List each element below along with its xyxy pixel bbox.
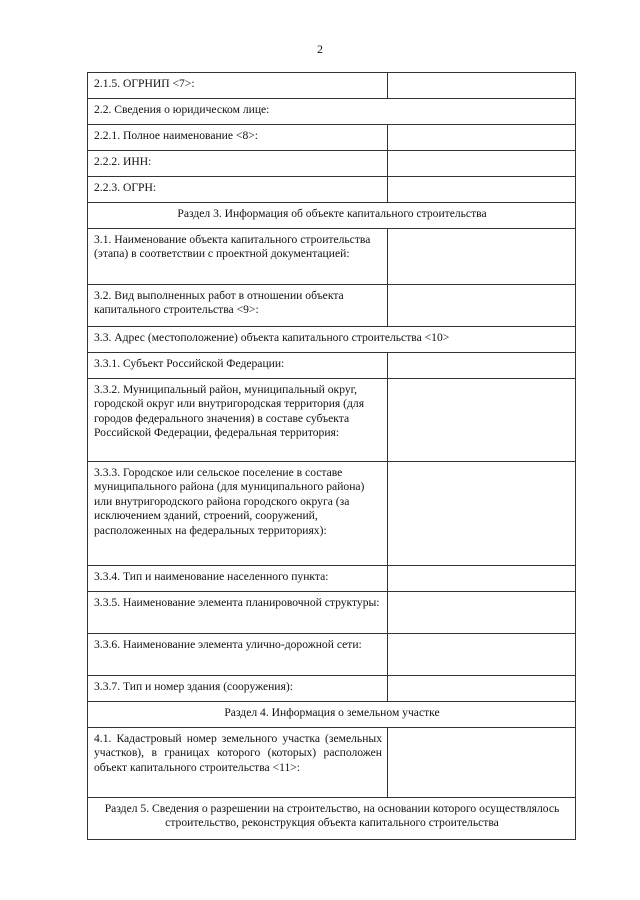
field-value-cell[interactable] [388, 125, 576, 151]
form-row [88, 379, 576, 462]
field-label: 3.3.6. Наименование элемента улично-дорожной сети: [88, 634, 388, 676]
section-title: Раздел 3. Информация об объекте капитального строительства [88, 203, 576, 229]
page-number: 2 [317, 42, 323, 56]
field-label: 2.1.5. ОГРНИП <7>: [88, 73, 388, 99]
field-label: 2.2.3. ОГРН: [88, 177, 388, 203]
field-value-cell[interactable] [388, 285, 576, 327]
form-row [88, 229, 576, 285]
field-value-cell[interactable] [388, 177, 576, 203]
form-row [88, 99, 576, 125]
form-row [88, 151, 576, 177]
field-label: 3.3.7. Тип и номер здания (сооружения): [88, 676, 388, 702]
field-value-cell[interactable] [388, 353, 576, 379]
form-row [88, 566, 576, 592]
field-value-cell[interactable] [388, 592, 576, 634]
field-value-cell[interactable] [388, 634, 576, 676]
form-row [88, 73, 576, 99]
section-header-row [88, 798, 576, 840]
field-label: 2.2.1. Полное наименование <8>: [88, 125, 388, 151]
form-row [88, 634, 576, 676]
section-title: Раздел 5. Сведения о разрешении на строительство, на основании которого осуществлялось строительство, реконструкция объекта капитального строительства [88, 798, 576, 840]
form-row [88, 676, 576, 702]
form-table [87, 72, 576, 840]
group-label: 3.3. Адрес (местоположение) объекта капитального строительства <10> [88, 327, 576, 353]
field-label: 3.3.1. Субъект Российской Федерации: [88, 353, 388, 379]
field-label: 3.1. Наименование объекта капитального строительства (этапа) в соответствии с проектной документацией: [88, 229, 388, 285]
field-label: 3.3.4. Тип и наименование населенного пункта: [88, 566, 388, 592]
field-label: 3.3.5. Наименование элемента планировочной структуры: [88, 592, 388, 634]
field-value-cell[interactable] [388, 229, 576, 285]
field-value-cell[interactable] [388, 676, 576, 702]
form-row [88, 177, 576, 203]
field-value-cell[interactable] [388, 566, 576, 592]
form-row [88, 353, 576, 379]
form-row [88, 728, 576, 798]
form-row [88, 327, 576, 353]
field-label: 4.1. Кадастровый номер земельного участка (земельных участков), в границах которого (которых) расположен объект капитального строительства <11>: [88, 728, 388, 798]
field-value-cell[interactable] [388, 151, 576, 177]
section-title: Раздел 4. Информация о земельном участке [88, 702, 576, 728]
field-value-cell[interactable] [388, 462, 576, 566]
field-label: 3.3.2. Муниципальный район, муниципальный округ, городской округ или внутригородская территория (для городов федерального значения) в составе субъекта Российской Федерации, федеральная территория: [88, 379, 388, 462]
form-row [88, 592, 576, 634]
field-value-cell[interactable] [388, 379, 576, 462]
field-label: 3.2. Вид выполненных работ в отношении объекта капитального строительства <9>: [88, 285, 388, 327]
section-header-row [88, 203, 576, 229]
group-label: 2.2. Сведения о юридическом лице: [88, 99, 576, 125]
field-value-cell[interactable] [388, 73, 576, 99]
field-value-cell[interactable] [388, 728, 576, 798]
section-header-row [88, 702, 576, 728]
field-label: 2.2.2. ИНН: [88, 151, 388, 177]
form-row [88, 285, 576, 327]
form-row [88, 462, 576, 566]
field-label: 3.3.3. Городское или сельское поселение в составе муниципального района (для муниципального района) или внутригородского района городского округа (за исключением зданий, строений, сооружений, расположенных на федеральных территориях): [88, 462, 388, 566]
form-row [88, 125, 576, 151]
